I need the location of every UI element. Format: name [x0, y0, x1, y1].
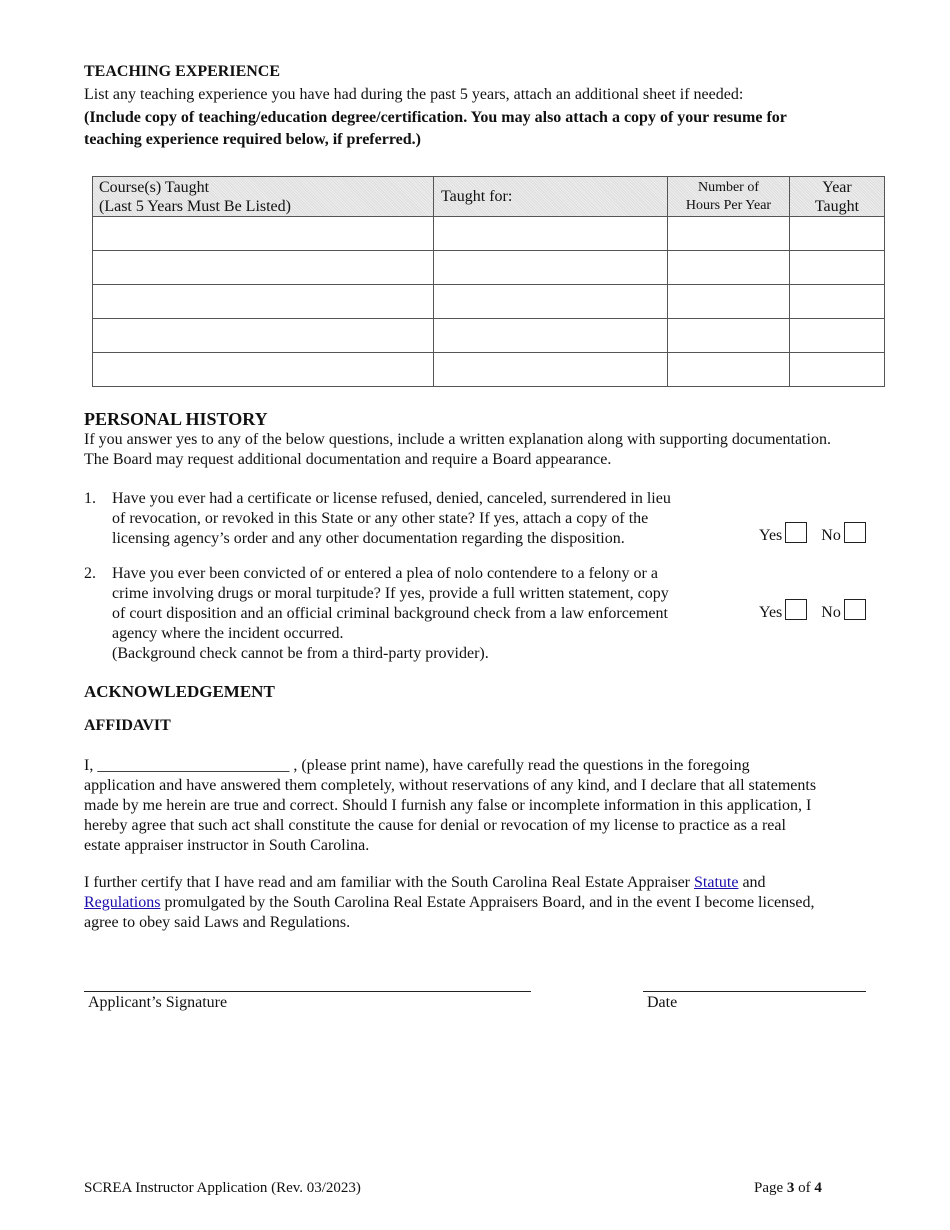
q2-line: crime involving drugs or moral turpitude? If yes, provide a full written statement, copy — [112, 585, 669, 602]
footer-form-name: SCREA Instructor Application (Rev. 03/2023) — [84, 1180, 361, 1196]
footer-page-number — [754, 1178, 822, 1198]
header-year — [790, 177, 885, 217]
teaching-intro: List any teaching experience you have had during the past 5 years, attach an additional sheet if needed: — [84, 86, 744, 103]
personal-heading: PERSONAL HISTORY — [84, 409, 268, 429]
affidavit-heading: AFFIDAVIT — [84, 717, 171, 734]
affidavit-line: application and have answered them completely, without reservations of any kind, and I declare that all statements — [84, 777, 817, 794]
course-cell[interactable] — [93, 353, 434, 387]
table-header-row — [93, 177, 885, 217]
certify-text: agree to obey said Laws and Regulations. — [84, 914, 351, 931]
course-cell[interactable] — [93, 217, 434, 251]
q1-yes-checkbox[interactable] — [785, 522, 807, 543]
header-hours — [668, 177, 790, 217]
header-year-line1: Year — [822, 178, 852, 196]
affidavit-line: estate appraiser instructor in South Carolina. — [84, 837, 370, 854]
table-row — [93, 319, 885, 353]
page-word: Page — [754, 1180, 787, 1196]
teaching-note-line2: teaching experience required below, if preferred.) — [84, 131, 421, 148]
date-label: Date — [647, 994, 678, 1011]
hours-cell[interactable] — [668, 319, 790, 353]
course-cell[interactable] — [93, 319, 434, 353]
q2-no-label: No — [821, 604, 841, 621]
personal-intro-line1: If you answer yes to any of the below questions, include a written explanation along with supporting documentation. — [84, 431, 831, 448]
affidavit-line1-rest: , (please print name), have carefully read the questions in the foregoing — [289, 757, 750, 774]
print-name-field[interactable]: ________________________ — [97, 757, 290, 774]
q1-line: Have you ever had a certificate or license refused, denied, canceled, surrendered in lieu — [112, 490, 671, 507]
page-total: 4 — [814, 1180, 822, 1196]
q2-line: agency where the incident occurred. — [112, 625, 344, 642]
year-cell[interactable] — [790, 319, 885, 353]
teaching-heading: TEACHING EXPERIENCE — [84, 63, 281, 80]
certify-paragraph — [84, 873, 884, 933]
affidavit-paragraph — [84, 756, 884, 856]
personal-intro-line2: The Board may request additional documentation and require a Board appearance. — [84, 451, 612, 468]
q1-line: of revocation, or revoked in this State or any other state? If yes, attach a copy of the — [112, 510, 649, 527]
header-courses — [93, 177, 434, 217]
taught-for-cell[interactable] — [434, 285, 668, 319]
q2-line: Have you ever been convicted of or entered a plea of nolo contendere to a felony or a — [112, 565, 658, 582]
certify-text: promulgated by the South Carolina Real Estate Appraisers Board, and in the event I become licensed, — [160, 894, 815, 911]
of-word: of — [794, 1180, 815, 1196]
q1-no-checkbox[interactable] — [844, 522, 866, 543]
header-hours-line2: Hours Per Year — [685, 197, 772, 213]
table-row — [93, 217, 885, 251]
q2-yes-label: Yes — [759, 604, 783, 621]
taught-for-cell[interactable] — [434, 217, 668, 251]
q1-no-label: No — [821, 527, 841, 544]
course-cell[interactable] — [93, 285, 434, 319]
hours-cell[interactable] — [668, 353, 790, 387]
q1-answer — [759, 522, 866, 546]
affidavit-line: made by me herein are true and correct. Should I furnish any false or incomplete information in this application, I — [84, 797, 812, 814]
q2-number: 2. — [84, 565, 96, 582]
taught-for-cell[interactable] — [434, 319, 668, 353]
q1-line: licensing agency’s order and any other documentation regarding the disposition. — [112, 530, 625, 547]
affidavit-i: I, — [84, 757, 98, 774]
q2-line: of court disposition and an official criminal background check from a law enforcement — [112, 605, 668, 622]
q2-no-checkbox[interactable] — [844, 599, 866, 620]
year-cell[interactable] — [790, 217, 885, 251]
affidavit-line: hereby agree that such act shall constitute the cause for denial or revocation of my license to practice as a real — [84, 817, 786, 834]
hours-cell[interactable] — [668, 217, 790, 251]
signature-label: Applicant’s Signature — [88, 994, 228, 1011]
statute-link[interactable]: Statute — [694, 874, 739, 891]
q1-yes-label: Yes — [759, 527, 783, 544]
taught-for-cell[interactable] — [434, 353, 668, 387]
certify-and: and — [738, 874, 766, 891]
q2-yes-checkbox[interactable] — [785, 599, 807, 620]
year-cell[interactable] — [790, 251, 885, 285]
header-taught-for: Taught for: — [434, 177, 668, 217]
hours-cell[interactable] — [668, 285, 790, 319]
certify-text: I further certify that I have read and am familiar with the South Carolina Real Estate Appraiser — [84, 874, 694, 891]
affidavit-first-line — [84, 756, 884, 776]
date-line[interactable] — [643, 991, 866, 992]
table-row — [93, 251, 885, 285]
table-row — [93, 285, 885, 319]
header-year-line2: Taught — [814, 197, 860, 215]
table-row — [93, 353, 885, 387]
teaching-note-line1: (Include copy of teaching/education degree/certification. You may also attach a copy of your resume for — [84, 109, 787, 126]
header-hours-line1: Number of — [697, 179, 760, 195]
course-cell[interactable] — [93, 251, 434, 285]
regulations-link[interactable]: Regulations — [84, 894, 161, 911]
question-1 — [112, 489, 671, 549]
taught-for-cell[interactable] — [434, 251, 668, 285]
q1-number: 1. — [84, 490, 96, 507]
teaching-table — [92, 176, 885, 387]
year-cell[interactable] — [790, 285, 885, 319]
header-courses-line2: (Last 5 Years Must Be Listed) — [99, 197, 291, 215]
header-courses-line1: Course(s) Taught — [99, 178, 210, 196]
question-2 — [112, 564, 669, 664]
year-cell[interactable] — [790, 353, 885, 387]
q2-answer — [759, 599, 866, 623]
ack-heading: ACKNOWLEDGEMENT — [84, 682, 275, 701]
q2-line: (Background check cannot be from a third-party provider). — [112, 645, 489, 662]
hours-cell[interactable] — [668, 251, 790, 285]
page-current: 3 — [786, 1180, 795, 1196]
signature-line[interactable] — [84, 991, 531, 992]
